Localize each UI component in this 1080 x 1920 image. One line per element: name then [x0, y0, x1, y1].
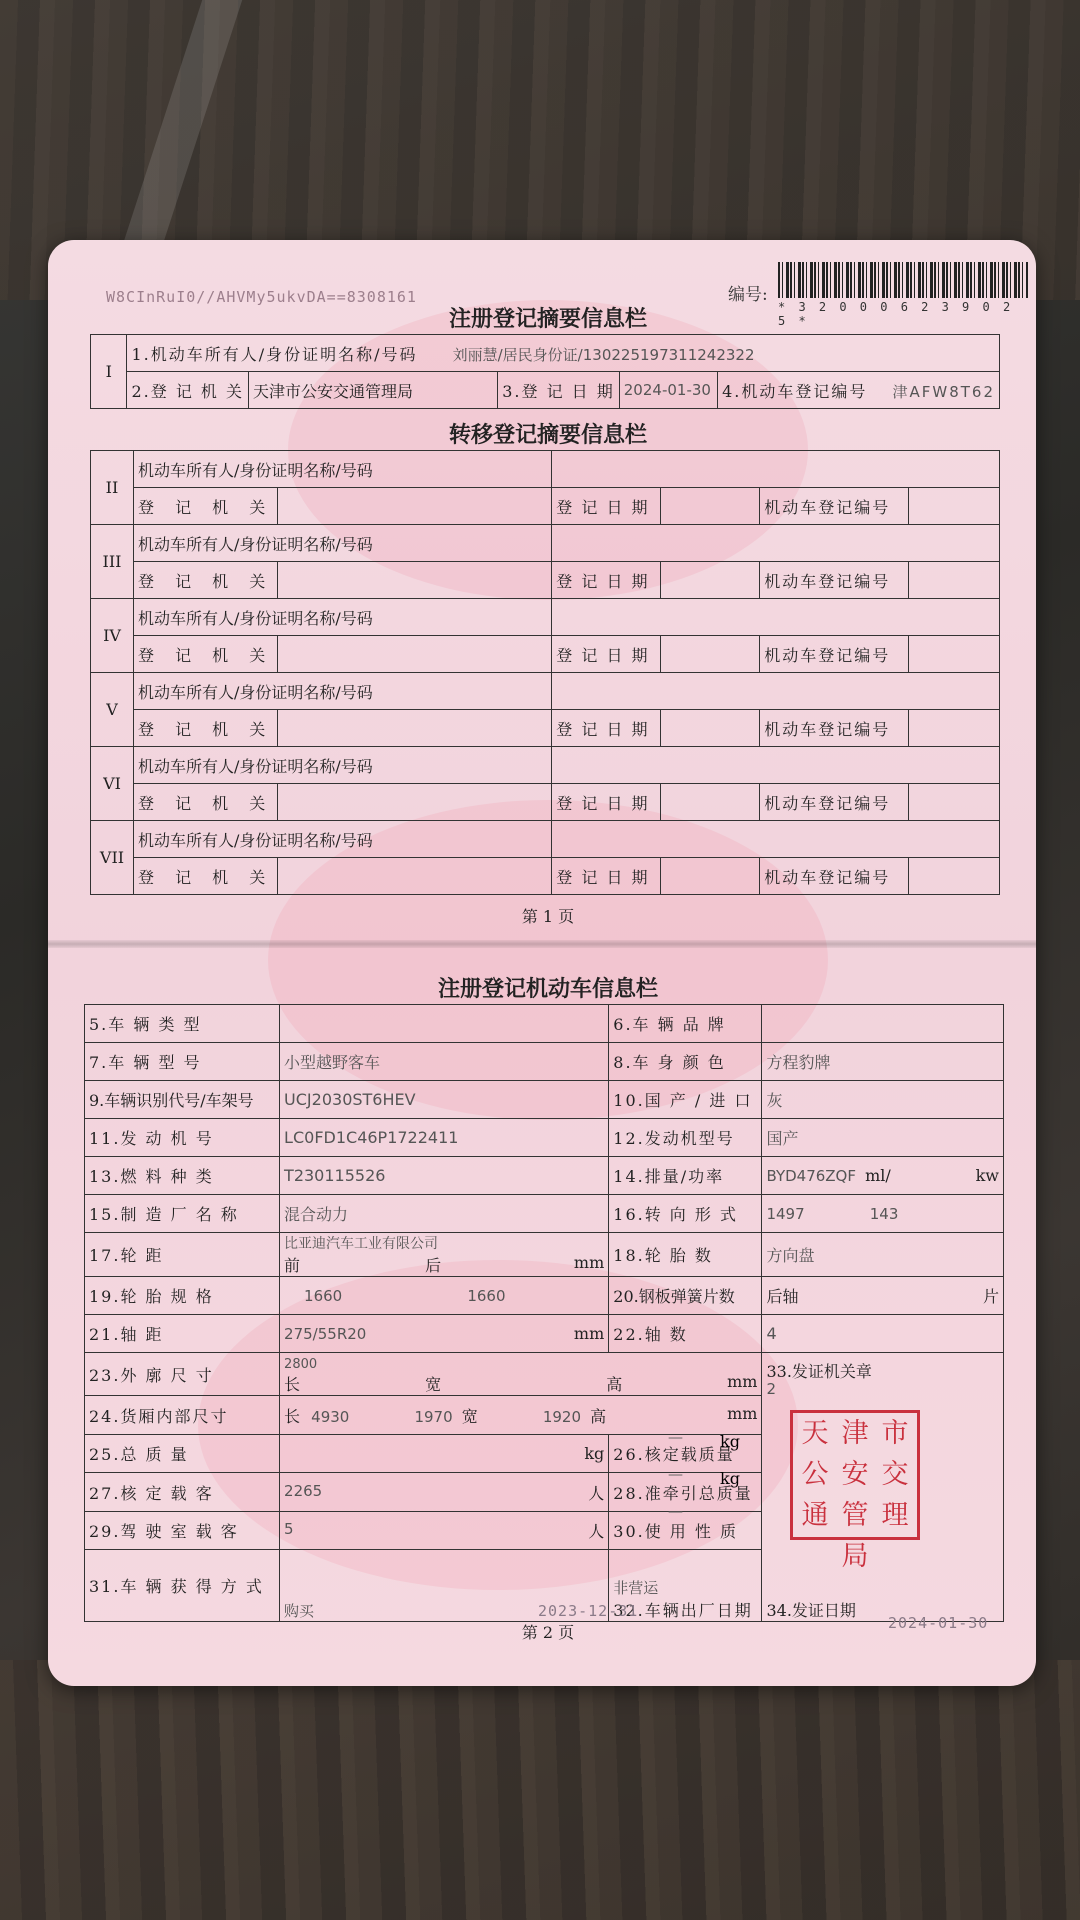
axle-value: 2 — [766, 1380, 777, 1398]
transfer-row-owner — [91, 673, 1000, 710]
page-number-2: 第 2 页 — [521, 1623, 575, 1642]
vehicle-info-title: 注册登记机动车信息栏 — [437, 976, 658, 1002]
track-values — [280, 1277, 609, 1315]
outer-dim-cell — [280, 1353, 762, 1396]
transfer-owner-value — [552, 821, 1000, 858]
transfer-date-label: 登 记 日 期 — [552, 488, 661, 525]
vehicle-type-value-cell — [280, 1005, 609, 1043]
total-mass-label: 25.总 质 量 — [85, 1434, 280, 1472]
passengers-value: 5 — [284, 1519, 294, 1538]
barcode-digits: * 3 2 0 0 0 6 2 3 9 0 2 5 * — [778, 300, 1014, 328]
page-number-1: 第 1 页 — [521, 907, 575, 926]
transfer-authority-value — [278, 636, 552, 673]
use-cell — [609, 1511, 762, 1549]
use-label: 30.使 用 性 质 — [613, 1521, 738, 1541]
page-fold — [48, 940, 1036, 948]
model-label: 7.车 辆 型 号 — [85, 1043, 280, 1081]
track-rear: 后 — [425, 1256, 442, 1275]
transfer-owner-label: 机动车所有人/身份证明名称/号码 — [134, 525, 552, 562]
brand-value-cell — [762, 1005, 1004, 1043]
seal-char: 公 — [801, 1459, 829, 1490]
factory-date-value: 2023-12-31 — [538, 1602, 639, 1620]
total-mass-value: 2265 — [284, 1481, 323, 1500]
authority-value: 天津市公安交通管理局 — [249, 372, 498, 409]
cargo-dim-cell — [280, 1396, 762, 1434]
transfer-owner-label: 机动车所有人/身份证明名称/号码 — [134, 599, 552, 636]
cab-cell — [280, 1511, 609, 1549]
outer-wide: 宽 — [425, 1375, 442, 1395]
displacement-unit-kw: kw — [975, 1166, 999, 1185]
number-label: 编号: — [728, 285, 768, 305]
displacement-cell — [762, 1157, 1004, 1195]
transfer-owner-label: 机动车所有人/身份证明名称/号码 — [134, 451, 552, 488]
outer-dim-label: 23.外 廓 尺 寸 — [85, 1353, 280, 1396]
steering-value: 方向盘 — [762, 1233, 1004, 1277]
cab-value: — — [668, 1502, 683, 1520]
displacement-label: 14.排量/功率 — [609, 1157, 762, 1195]
transfer-row-number: VII — [91, 821, 134, 895]
passengers-label: 27.核 定 载 客 — [85, 1473, 280, 1511]
transfer-row-authority — [91, 784, 1000, 821]
transfer-authority-value — [278, 784, 552, 821]
rated-load-unit: kg — [720, 1432, 740, 1451]
displacement-value: 1497 — [766, 1205, 805, 1223]
track-front-value: 1660 — [304, 1287, 343, 1305]
transfer-reg-no-label: 机动车登记编号 — [760, 858, 909, 895]
owner-label: 1.机动车所有人/身份证明名称/号码 — [131, 344, 418, 364]
spring-cell — [762, 1277, 1004, 1315]
transfer-reg-no-value — [909, 562, 1000, 599]
steering-label: 16.转 向 形 式 — [609, 1195, 762, 1233]
outer-wide-value: 1970 — [414, 1407, 453, 1426]
transfer-date-value — [661, 858, 760, 895]
vehicle-type-value: 小型越野客车 — [280, 1043, 609, 1081]
passengers-cell — [280, 1473, 609, 1511]
transfer-owner-value — [552, 599, 1000, 636]
transfer-row-number: III — [91, 525, 134, 599]
outer-long: 长 — [284, 1375, 301, 1395]
color-label: 8.车 身 颜 色 — [609, 1043, 762, 1081]
track-unit: mm — [573, 1253, 605, 1272]
seal-char: 管 — [841, 1500, 869, 1531]
register-summary-title: 注册登记摘要信息栏 — [448, 306, 647, 332]
displacement-unit-ml: ml/ — [865, 1166, 891, 1185]
seal-char: 理 — [881, 1500, 909, 1531]
transfer-row-authority — [91, 636, 1000, 673]
transfer-authority-label: 登 记 机 关 — [134, 784, 278, 821]
transfer-reg-no-value — [909, 784, 1000, 821]
cab-unit: 人 — [588, 1521, 605, 1541]
transfer-authority-label: 登 记 机 关 — [134, 488, 278, 525]
serial-text: W8CInRuI0//AHVMy5ukvDA==8308161 — [106, 288, 417, 306]
transfer-date-label: 登 记 日 期 — [552, 636, 661, 673]
power-value: 143 — [869, 1205, 899, 1223]
transfer-owner-label: 机动车所有人/身份证明名称/号码 — [134, 673, 552, 710]
transfer-date-label: 登 记 日 期 — [552, 562, 661, 599]
owner-value: 刘丽慧/居民身份证/130225197311242322 — [452, 345, 755, 364]
brand-label: 6.车 辆 品 牌 — [609, 1005, 762, 1043]
color-value: 灰 — [762, 1081, 1004, 1119]
model-value: UCJ2030ST6HEV — [280, 1081, 609, 1119]
transfer-row-authority — [91, 488, 1000, 525]
wheelbase-value: 2800 — [284, 1357, 318, 1373]
transfer-row-number: IV — [91, 599, 134, 673]
fuel-value: 混合动力 — [280, 1195, 609, 1233]
brand-value: 方程豹牌 — [762, 1043, 1004, 1081]
transfer-authority-label: 登 记 机 关 — [134, 636, 278, 673]
spring-unit: 片 — [982, 1287, 999, 1306]
transfer-date-label: 登 记 日 期 — [552, 858, 661, 895]
transfer-reg-no-value — [909, 636, 1000, 673]
passengers-unit: 人 — [588, 1483, 605, 1503]
authority-label: 2.登 记 机 关 — [127, 372, 249, 409]
transfer-owner-value — [552, 451, 1000, 488]
acquire-label: 31.车 辆 获 得 方 式 — [85, 1550, 280, 1622]
transfer-date-value — [661, 562, 760, 599]
transfer-date-value — [661, 784, 760, 821]
transfer-row-number: II — [91, 451, 134, 525]
transfer-reg-no-value — [909, 710, 1000, 747]
transfer-date-value — [661, 636, 760, 673]
transfer-owner-label: 机动车所有人/身份证明名称/号码 — [134, 821, 552, 858]
tire-spec-value: 275/55R20 — [284, 1325, 367, 1343]
date-label: 3.登 记 日 期 — [498, 372, 620, 409]
cargo-long: 长 — [284, 1406, 301, 1426]
wheelbase-cell — [280, 1315, 609, 1353]
transfer-owner-value — [552, 747, 1000, 784]
transfer-owner-value — [552, 525, 1000, 562]
reg-no-value: 津AFW8T62 — [892, 382, 995, 401]
transfer-date-value — [661, 488, 760, 525]
row-number: I — [91, 335, 127, 409]
transfer-row-authority — [91, 710, 1000, 747]
outer-unit: mm — [727, 1372, 758, 1392]
transfer-row-owner — [91, 525, 1000, 562]
transfer-owner-value — [552, 673, 1000, 710]
transfer-reg-no-label: 机动车登记编号 — [760, 710, 909, 747]
cargo-high: 高 — [590, 1406, 607, 1426]
tire-spec-label: 19.轮 胎 规 格 — [85, 1277, 280, 1315]
spring-label: 20.钢板弹簧片数 — [609, 1277, 762, 1315]
tow-mass-unit: kg — [720, 1469, 740, 1488]
transfer-row-number: V — [91, 673, 134, 747]
issue-date-value: 2024-01-30 — [888, 1614, 989, 1632]
owner-cell — [127, 335, 1000, 372]
cargo-wide: 宽 — [461, 1406, 478, 1426]
use-value: 非营运 — [613, 1579, 659, 1597]
track-front: 前 — [284, 1256, 301, 1275]
transfer-authority-label: 登 记 机 关 — [134, 858, 278, 895]
vehicle-type-label: 5.车 辆 类 型 — [85, 1005, 280, 1043]
seal-char: 津 — [841, 1418, 869, 1449]
vin-value: LC0FD1C46P1722411 — [280, 1119, 609, 1157]
seal-char: 交 — [881, 1459, 909, 1490]
transfer-authority-label: 登 记 机 关 — [134, 562, 278, 599]
transfer-reg-no-value — [909, 488, 1000, 525]
seal-char: 天 — [801, 1418, 829, 1449]
transfer-date-label: 登 记 日 期 — [552, 784, 661, 821]
rated-load-label: 26.核定载质量 — [613, 1445, 735, 1465]
tow-mass-value: — — [668, 1465, 683, 1483]
issuer-seal-label: 33.发证机关章 — [766, 1362, 872, 1381]
engine-no-label: 11.发 动 机 号 — [85, 1119, 280, 1157]
cargo-unit: mm — [727, 1403, 758, 1423]
transfer-authority-value — [278, 710, 552, 747]
transfer-reg-no-label: 机动车登记编号 — [760, 636, 909, 673]
outer-long-value: 4930 — [311, 1407, 350, 1426]
transfer-authority-value — [278, 562, 552, 599]
transfer-row-number: VI — [91, 747, 134, 821]
transfer-row-owner — [91, 821, 1000, 858]
issue-date-label: 34.发证日期 — [766, 1601, 856, 1620]
transfer-authority-value — [278, 858, 552, 895]
transfer-row-owner — [91, 451, 1000, 488]
seal-char: 局 — [841, 1541, 869, 1572]
track-label: 17.轮 距 — [85, 1233, 280, 1277]
transfer-date-label: 登 记 日 期 — [552, 710, 661, 747]
seal-char: 市 — [881, 1418, 909, 1449]
reg-no-label: 4.机动车登记编号 — [722, 381, 868, 401]
factory-date-label: 32.车辆出厂日期 — [613, 1601, 753, 1620]
tire-count-value: 4 — [762, 1315, 1004, 1353]
transfer-reg-no-label: 机动车登记编号 — [760, 562, 909, 599]
transfer-date-value — [661, 710, 760, 747]
wheelbase-unit: mm — [573, 1324, 605, 1343]
seal-char: 通 — [801, 1500, 829, 1531]
date-value: 2024-01-30 — [619, 372, 717, 409]
transfer-reg-no-label: 机动车登记编号 — [760, 784, 909, 821]
manufacturer-value: 比亚迪汽车工业有限公司 — [284, 1236, 439, 1252]
origin-label: 10.国 产 / 进 口 — [609, 1081, 762, 1119]
barcode — [778, 262, 1028, 298]
acquire-value: 购买 — [284, 1602, 315, 1620]
track-rear-value: 1660 — [467, 1287, 506, 1305]
rated-load-value: — — [668, 1428, 683, 1446]
vehicle-registration-certificate — [48, 240, 1036, 1686]
total-mass-cell — [280, 1434, 609, 1472]
outer-high: 高 — [606, 1375, 623, 1395]
transfer-row-authority — [91, 562, 1000, 599]
fuel-label: 13.燃 料 种 类 — [85, 1157, 280, 1195]
axle-label: 22.轴 数 — [609, 1315, 762, 1353]
issuer-seal — [790, 1410, 920, 1572]
origin-value: 国产 — [762, 1119, 1004, 1157]
transfer-authority-value — [278, 488, 552, 525]
vin-label: 9.车辆识别代号/车架号 — [85, 1081, 280, 1119]
total-mass-unit: kg — [584, 1444, 605, 1464]
transfer-row-owner — [91, 599, 1000, 636]
reg-no-cell — [718, 372, 1000, 409]
transfer-owner-label: 机动车所有人/身份证明名称/号码 — [134, 747, 552, 784]
transfer-reg-no-value — [909, 858, 1000, 895]
cargo-dim-label: 24.货厢内部尺寸 — [85, 1396, 280, 1434]
transfer-row-authority — [91, 858, 1000, 895]
tow-mass-label: 28.准牵引总质量 — [613, 1483, 753, 1503]
track-cell — [280, 1233, 609, 1277]
register-summary-table — [90, 334, 1000, 409]
engine-model-value: BYD476ZQF — [766, 1167, 856, 1185]
displacement-values — [762, 1195, 1004, 1233]
tire-count-label: 18.轮 胎 数 — [609, 1233, 762, 1277]
manufacturer-label: 15.制 造 厂 名 称 — [85, 1195, 280, 1233]
engine-no-value: T230115526 — [280, 1157, 609, 1195]
wood-surface-bottom — [0, 1660, 1080, 1920]
transfer-summary-table — [90, 450, 1000, 895]
transfer-reg-no-label: 机动车登记编号 — [760, 488, 909, 525]
transfer-authority-label: 登 记 机 关 — [134, 710, 278, 747]
transfer-row-owner — [91, 747, 1000, 784]
spring-prefix: 后轴 — [766, 1287, 799, 1306]
outer-high-value: 1920 — [542, 1407, 582, 1426]
transfer-summary-title: 转移登记摘要信息栏 — [448, 422, 647, 448]
cab-label: 29.驾 驶 室 载 客 — [85, 1511, 280, 1549]
wheelbase-label: 21.轴 距 — [85, 1315, 280, 1353]
engine-model-label: 12.发动机型号 — [609, 1119, 762, 1157]
seal-char: 安 — [841, 1459, 869, 1490]
